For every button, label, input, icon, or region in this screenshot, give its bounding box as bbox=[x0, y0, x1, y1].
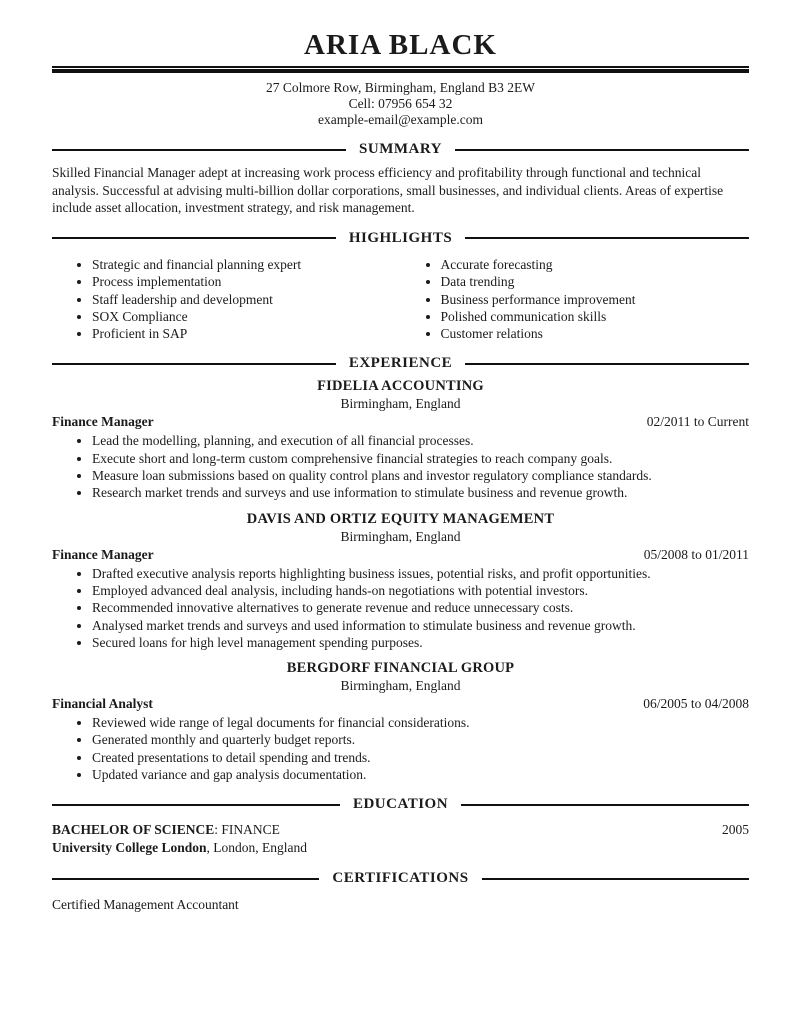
job-bullet: • Generated monthly and quarterly budget reports. bbox=[92, 731, 749, 748]
job-bullet: • Lead the modelling, planning, and execution of all financial processes. bbox=[92, 432, 749, 449]
highlight-item: • Strategic and financial planning expert bbox=[92, 256, 401, 273]
highlight-item: • Data trending bbox=[441, 273, 750, 290]
highlights-left-list bbox=[52, 256, 401, 342]
section-rule-left bbox=[52, 804, 340, 806]
job-bullet: • Research market trends and surveys and use information to stimulate business and revenue growth. bbox=[92, 484, 749, 501]
contact-block bbox=[52, 80, 749, 128]
summary-section-header bbox=[52, 141, 749, 158]
job-bullet: • Secured loans for high level management spending purposes. bbox=[92, 634, 749, 651]
education-school bbox=[52, 839, 307, 857]
education-degree bbox=[52, 821, 280, 839]
section-rule-left bbox=[52, 878, 319, 880]
job-entry bbox=[52, 378, 749, 501]
job-bullet: • Analysed market trends and surveys and used information to stimulate business and revenue growth. bbox=[92, 617, 749, 634]
job-role: Finance Manager bbox=[52, 414, 154, 430]
job-role-row bbox=[52, 413, 749, 430]
job-role: Finance Manager bbox=[52, 546, 154, 562]
job-bullet-list bbox=[52, 565, 749, 651]
candidate-name: ARIA BLACK bbox=[304, 29, 497, 61]
contact-email: example-email@example.com bbox=[318, 112, 483, 128]
certifications-section-header bbox=[52, 870, 749, 887]
summary-section-title: SUMMARY bbox=[359, 141, 442, 158]
education-section-title: EDUCATION bbox=[352, 796, 449, 813]
job-dates: 06/2005 to 04/2008 bbox=[643, 696, 749, 712]
highlights-right-column bbox=[401, 254, 750, 342]
job-location: Birmingham, England bbox=[340, 396, 461, 412]
job-bullet-list bbox=[52, 432, 749, 501]
section-rule-right bbox=[482, 878, 749, 880]
job-role-row bbox=[52, 695, 749, 712]
highlight-item: • Business performance improvement bbox=[441, 291, 750, 308]
education-degree-name: BACHELOR OF SCIENCE bbox=[52, 822, 215, 838]
job-bullet-list bbox=[52, 714, 749, 783]
education-section-header bbox=[52, 796, 749, 813]
job-role-row bbox=[52, 546, 749, 563]
job-dates: 02/2011 to Current bbox=[646, 414, 749, 430]
contact-address: 27 Colmore Row, Birmingham, England B3 2EW bbox=[265, 80, 536, 96]
section-rule-left bbox=[52, 363, 336, 365]
job-bullet: • Measure loan submissions based on quality control plans and investor regulatory compliance standards. bbox=[92, 467, 749, 484]
job-location: Birmingham, England bbox=[340, 678, 461, 694]
job-bullet: • Created presentations to detail spending and trends. bbox=[92, 749, 749, 766]
highlight-item: • Customer relations bbox=[441, 325, 750, 342]
highlights-right-list bbox=[401, 256, 750, 342]
job-bullet: • Drafted executive analysis reports highlighting business issues, potential risks, and profit opportunities. bbox=[92, 565, 749, 582]
job-company: FIDELIA ACCOUNTING bbox=[317, 378, 484, 395]
highlights-section-header bbox=[52, 230, 749, 247]
education-year: 2005 bbox=[722, 822, 749, 838]
section-rule-right bbox=[455, 149, 749, 151]
certifications-section-title: CERTIFICATIONS bbox=[332, 870, 469, 887]
education-degree-row bbox=[52, 821, 749, 839]
section-rule-left bbox=[52, 149, 346, 151]
job-role: Financial Analyst bbox=[52, 696, 153, 712]
section-rule-right bbox=[461, 804, 749, 806]
job-bullet: • Employed advanced deal analysis, including hands-on negotiations with potential investors. bbox=[92, 582, 749, 599]
section-rule-right bbox=[465, 237, 749, 239]
experience-section-header bbox=[52, 355, 749, 372]
job-bullet: • Updated variance and gap analysis documentation. bbox=[92, 766, 749, 783]
section-rule-left bbox=[52, 237, 336, 239]
experience-section-title: EXPERIENCE bbox=[348, 355, 453, 372]
highlight-item: • Polished communication skills bbox=[441, 308, 750, 325]
highlight-item: • Process implementation bbox=[92, 273, 401, 290]
job-dates: 05/2008 to 01/2011 bbox=[643, 546, 749, 562]
job-company: BERGDORF FINANCIAL GROUP bbox=[286, 660, 515, 677]
highlights-left-column bbox=[52, 254, 401, 342]
highlight-item: • SOX Compliance bbox=[92, 308, 401, 325]
highlight-item: • Staff leadership and development bbox=[92, 291, 401, 308]
education-degree-field: : FINANCE bbox=[214, 822, 280, 838]
summary-text: Skilled Financial Manager adept at increasing work process efficiency and profitability through functional and technical analysis. Successful at advising multi-billion dollar corporations, small businesses, and individual clients. Areas of expertise include asset allocation, investment strategy, and risk management. bbox=[52, 165, 724, 216]
job-company: DAVIS AND ORTIZ EQUITY MANAGEMENT bbox=[246, 510, 555, 527]
job-entry bbox=[52, 660, 749, 783]
highlight-item: • Accurate forecasting bbox=[441, 256, 750, 273]
education-school-location: , London, England bbox=[206, 840, 308, 856]
job-location: Birmingham, England bbox=[340, 528, 461, 544]
job-bullet: • Execute short and long-term custom comprehensive financial strategies to reach company goals. bbox=[92, 450, 749, 467]
contact-phone: Cell: 07956 654 32 bbox=[348, 96, 453, 112]
section-rule-right bbox=[465, 363, 749, 365]
job-bullet: • Recommended innovative alternatives to generate revenue and reduce unnecessary costs. bbox=[92, 599, 749, 616]
job-bullet: • Reviewed wide range of legal documents for financial considerations. bbox=[92, 714, 749, 731]
header-divider-thick-line bbox=[52, 69, 749, 73]
highlights-section-title: HIGHLIGHTS bbox=[348, 229, 453, 246]
education-school-row bbox=[52, 839, 749, 857]
job-entry bbox=[52, 511, 749, 651]
header-divider bbox=[52, 66, 749, 73]
education-school-name: University College London bbox=[52, 840, 207, 856]
highlights-columns bbox=[52, 254, 749, 342]
highlight-item: • Proficient in SAP bbox=[92, 325, 401, 342]
certification-item: Certified Management Accountant bbox=[52, 897, 239, 913]
